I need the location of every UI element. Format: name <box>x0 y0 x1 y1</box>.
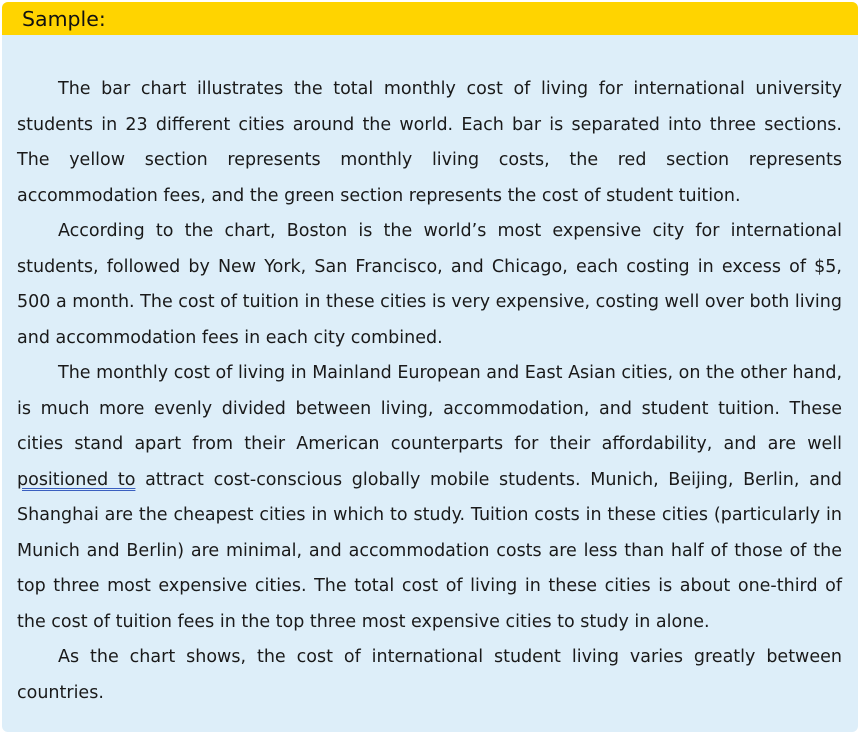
essay-body <box>17 72 842 711</box>
sample-card <box>2 2 858 732</box>
grammar-underline[interactable]: positioned to <box>17 469 136 490</box>
paragraph-1: The bar chart illustrates the total monthly cost of living for international university students in 23 different cities around the world. Each bar is separated into three sections. The yellow section represents monthly living costs, the red section represents accommodation fees, and the green section represents the cost of student tuition. <box>17 79 842 206</box>
paragraph-4: As the chart shows, the cost of international student living varies greatly between countries. <box>17 647 842 703</box>
paragraph-3-part-1: The monthly cost of living in Mainland European and East Asian cities, on the other hand, is much more evenly divided between living, accommodation, and student tuition. These cities stand apart from their American counterparts for their affordability, and are well <box>17 363 843 454</box>
paragraph-3 <box>17 356 842 640</box>
paragraph-3-part-2: attract cost-conscious globally mobile students. Munich, Beijing, Berlin, and Shanghai are the cheapest cities in which to study. Tuition costs in these cities (particularly in Munich and Berlin) are minimal, and accommodation costs are less than half of those of the top three most expensive cities. The total cost of living in these cities is about one-third of the cost of tuition fees in the top three most expensive cities to study in alone. <box>17 469 842 632</box>
sample-title: Sample: <box>22 7 106 31</box>
paragraph-2: According to the chart, Boston is the world’s most expensive city for international students, followed by New York, San Francisco, and Chicago, each costing in excess of $5, 500 a month. The cost of tuition in these cities is very expensive, costing well over both living and accommodation fees in each city combined. <box>17 221 842 348</box>
sample-header <box>2 2 858 35</box>
